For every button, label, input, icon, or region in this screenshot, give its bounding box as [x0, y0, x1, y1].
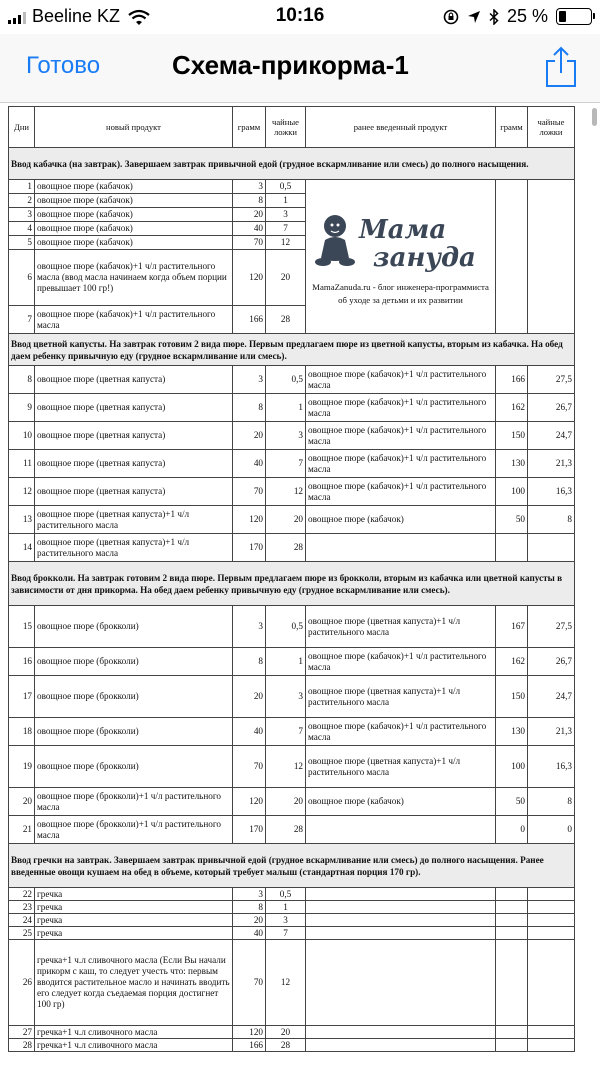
cell-prev-gram: 166 [496, 366, 528, 394]
cell-product: гречка+1 ч.л сливочного масла [35, 1026, 233, 1039]
scrollbar[interactable] [592, 108, 597, 126]
cell-tsp: 28 [266, 306, 306, 334]
cell-tsp: 12 [266, 940, 306, 1026]
cell-gram: 70 [233, 236, 266, 250]
page-title: Схема-прикорма-1 [172, 50, 409, 80]
cell-tsp: 3 [266, 676, 306, 718]
cell-product: овощное пюре (кабачок) [35, 222, 233, 236]
cell-prev-tsp: 27,5 [528, 366, 575, 394]
cell-product: овощное пюре (кабачок) [35, 180, 233, 194]
cell-prev-gram: 50 [496, 788, 528, 816]
table-row [9, 180, 575, 194]
header-prev-product: ранее введенный продукт [306, 107, 496, 148]
cell-gram: 170 [233, 816, 266, 844]
battery-percent: 25 % [506, 6, 548, 26]
cell-prev-tsp: 8 [528, 788, 575, 816]
cell-product: овощное пюре (брокколи)+1 ч/л растительного масла [35, 788, 233, 816]
cell-prev-gram: 0 [496, 816, 528, 844]
cell-product: овощное пюре (кабачок) [35, 208, 233, 222]
table-row [9, 676, 575, 718]
cell-day: 14 [9, 534, 35, 562]
cell-empty [528, 1026, 575, 1039]
logo-cell [306, 180, 496, 334]
cell-prev-product: овощное пюре (кабачок)+1 ч/л растительного масла [306, 422, 496, 450]
cell-empty [528, 888, 575, 901]
carrier-label: Beeline KZ [32, 6, 121, 26]
logo-caption: MamaZanuda.ru - блог инженера-программиста об уходе за детьми и их развитии [312, 282, 489, 305]
cell-prev-product: овощное пюре (кабачок)+1 ч/л растительного масла [306, 450, 496, 478]
cell-product: овощное пюре (кабачок) [35, 194, 233, 208]
nav-bar [0, 34, 600, 103]
cell-gram: 3 [233, 606, 266, 648]
cell-gram: 3 [233, 180, 266, 194]
cell-prev-gram: 130 [496, 450, 528, 478]
section-row [9, 334, 575, 366]
logo-line-1: Мама [358, 215, 446, 245]
cell-gram: 8 [233, 648, 266, 676]
lock-rotation-icon [443, 9, 459, 25]
cell-day: 1 [9, 180, 35, 194]
feeding-table [8, 106, 575, 1052]
cell-day: 25 [9, 927, 35, 940]
mamazanuda-logo [311, 206, 491, 272]
cell-prev-product: овощное пюре (кабачок) [306, 506, 496, 534]
cell-tsp: 20 [266, 1026, 306, 1039]
table-row [9, 450, 575, 478]
cell-tsp: 7 [266, 450, 306, 478]
cell-day: 26 [9, 940, 35, 1026]
cell-prev-product: овощное пюре (кабачок)+1 ч/л растительного масла [306, 478, 496, 506]
cell-gram: 3 [233, 366, 266, 394]
cell-empty [528, 1039, 575, 1052]
cell-prev-tsp: 24,7 [528, 676, 575, 718]
cell-product: овощное пюре (брокколи)+1 ч/л растительного масла [35, 816, 233, 844]
cell-tsp: 12 [266, 478, 306, 506]
cell-prev-tsp: 26,7 [528, 648, 575, 676]
table-row [9, 422, 575, 450]
cell-tsp: 28 [266, 534, 306, 562]
cell-prev-product: овощное пюре (кабачок)+1 ч/л растительного масла [306, 366, 496, 394]
cell-prev-product: овощное пюре (цветная капуста)+1 ч/л растительного масла [306, 606, 496, 648]
document [8, 106, 574, 1052]
table-row [9, 648, 575, 676]
cell-prev-tsp: 21,3 [528, 718, 575, 746]
cell-day: 23 [9, 901, 35, 914]
cell-product: овощное пюре (кабачок)+1 ч/л растительного масла [35, 306, 233, 334]
cell-tsp: 7 [266, 718, 306, 746]
done-button[interactable]: Готово [26, 52, 101, 79]
cell-prev-tsp: 21,3 [528, 450, 575, 478]
cell-product: гречка [35, 914, 233, 927]
cell-prev-gram: 100 [496, 746, 528, 788]
cell-day: 21 [9, 816, 35, 844]
cell-gram: 40 [233, 222, 266, 236]
table-row [9, 746, 575, 788]
cell-gram: 40 [233, 718, 266, 746]
cell-day: 20 [9, 788, 35, 816]
cell-day: 10 [9, 422, 35, 450]
table-row [9, 927, 575, 940]
cell-empty [528, 927, 575, 940]
table-row [9, 506, 575, 534]
cell-prev-tsp: 16,3 [528, 478, 575, 506]
table-row [9, 816, 575, 844]
cell-tsp: 1 [266, 901, 306, 914]
cell-prev-gram: 167 [496, 606, 528, 648]
cell-prev-product [306, 816, 496, 844]
battery-icon [556, 8, 592, 25]
cell-gram: 120 [233, 506, 266, 534]
cell-empty [496, 901, 528, 914]
cell-product: гречка [35, 888, 233, 901]
cell-day: 19 [9, 746, 35, 788]
header-gram: грамм [233, 107, 266, 148]
cell-prev-product: овощное пюре (кабачок)+1 ч/л растительного масла [306, 648, 496, 676]
cell-empty [306, 888, 496, 901]
cell-day: 22 [9, 888, 35, 901]
cell-tsp: 7 [266, 927, 306, 940]
table-row [9, 788, 575, 816]
cell-day: 24 [9, 914, 35, 927]
cell-prev-gram: 162 [496, 394, 528, 422]
cell-product: овощное пюре (брокколи) [35, 648, 233, 676]
table-row [9, 606, 575, 648]
cell-tsp: 1 [266, 394, 306, 422]
cell-tsp: 0,5 [266, 606, 306, 648]
cell-prev-tsp: 24,7 [528, 422, 575, 450]
cell-product: овощное пюре (цветная капуста) [35, 422, 233, 450]
cell-gram: 166 [233, 306, 266, 334]
cell-gram: 40 [233, 450, 266, 478]
cell-product: гречка+1 ч.л сливочного масла [35, 1039, 233, 1052]
cell-empty [496, 914, 528, 927]
cell-empty [496, 888, 528, 901]
section-row [9, 562, 575, 606]
cell-day: 9 [9, 394, 35, 422]
cell-day: 16 [9, 648, 35, 676]
cell-day: 4 [9, 222, 35, 236]
cell-day: 7 [9, 306, 35, 334]
cell-gram: 8 [233, 901, 266, 914]
cell-product: овощное пюре (цветная капуста) [35, 394, 233, 422]
table-row [9, 534, 575, 562]
cell-tsp: 12 [266, 746, 306, 788]
cell-product: овощное пюре (кабачок) [35, 236, 233, 250]
status-bar [0, 0, 600, 34]
cell-tsp: 0,5 [266, 366, 306, 394]
cell-day: 12 [9, 478, 35, 506]
cell-tsp: 20 [266, 506, 306, 534]
cell-product: овощное пюре (цветная капуста) [35, 366, 233, 394]
cell-gram: 70 [233, 478, 266, 506]
cell-prev-gram [496, 534, 528, 562]
cell-empty [496, 1026, 528, 1039]
cell-gram: 40 [233, 927, 266, 940]
cell-day: 27 [9, 1026, 35, 1039]
table-row [9, 478, 575, 506]
cell-prev-product: овощное пюре (цветная капуста)+1 ч/л растительного масла [306, 676, 496, 718]
cell-empty [306, 914, 496, 927]
header-day: Дни [9, 107, 35, 148]
cell-gram: 8 [233, 394, 266, 422]
status-time: 10:16 [275, 5, 325, 26]
header-tsp-2: чайные ложки [528, 107, 575, 148]
cell-day: 6 [9, 250, 35, 306]
cell-product: овощное пюре (брокколи) [35, 718, 233, 746]
cell-day: 8 [9, 366, 35, 394]
cell-product: овощное пюре (брокколи) [35, 746, 233, 788]
cell-empty [306, 901, 496, 914]
table-row [9, 366, 575, 394]
cell-prev-product: овощное пюре (кабачок)+1 ч/л растительного масла [306, 394, 496, 422]
table-row [9, 940, 575, 1026]
cell-empty [306, 1026, 496, 1039]
section-row [9, 148, 575, 180]
location-icon [467, 10, 481, 24]
cell-product: овощное пюре (брокколи) [35, 606, 233, 648]
cell-prev-product [306, 534, 496, 562]
table-row [9, 394, 575, 422]
cell-empty [496, 180, 528, 334]
cell-prev-product: овощное пюре (цветная капуста)+1 ч/л растительного масла [306, 746, 496, 788]
cell-gram: 8 [233, 194, 266, 208]
cell-gram: 3 [233, 888, 266, 901]
cell-gram: 166 [233, 1039, 266, 1052]
cell-product: овощное пюре (цветная капуста) [35, 450, 233, 478]
cell-gram: 70 [233, 940, 266, 1026]
cell-prev-product: овощное пюре (кабачок) [306, 788, 496, 816]
header-gram-2: грамм [496, 107, 528, 148]
cell-empty [496, 927, 528, 940]
cell-prev-gram: 162 [496, 648, 528, 676]
cell-prev-gram: 50 [496, 506, 528, 534]
header-tsp: чайные ложки [266, 107, 306, 148]
cell-prev-gram: 150 [496, 422, 528, 450]
cell-day: 28 [9, 1039, 35, 1052]
table-row [9, 718, 575, 746]
cell-gram: 120 [233, 250, 266, 306]
cell-empty [528, 914, 575, 927]
status-right [443, 6, 592, 27]
cell-empty [528, 940, 575, 1026]
cell-gram: 70 [233, 746, 266, 788]
cell-day: 15 [9, 606, 35, 648]
cell-prev-tsp: 26,7 [528, 394, 575, 422]
table-header [9, 107, 575, 148]
table-row [9, 901, 575, 914]
cell-day: 5 [9, 236, 35, 250]
header-new-product: новый продукт [35, 107, 233, 148]
cell-tsp: 7 [266, 222, 306, 236]
cell-prev-gram: 150 [496, 676, 528, 718]
cell-prev-gram: 100 [496, 478, 528, 506]
cell-tsp: 3 [266, 208, 306, 222]
table-row [9, 888, 575, 901]
cell-prev-tsp: 27,5 [528, 606, 575, 648]
cell-tsp: 20 [266, 250, 306, 306]
cell-tsp: 12 [266, 236, 306, 250]
cell-tsp: 1 [266, 194, 306, 208]
cell-gram: 20 [233, 914, 266, 927]
cell-tsp: 0,5 [266, 888, 306, 901]
cell-gram: 20 [233, 208, 266, 222]
cell-day: 3 [9, 208, 35, 222]
table-row [9, 1026, 575, 1039]
cell-empty [528, 180, 575, 334]
cell-day: 2 [9, 194, 35, 208]
cell-tsp: 28 [266, 816, 306, 844]
cell-prev-tsp: 0 [528, 816, 575, 844]
section-title: Ввод гречки на завтрак. Завершаем завтрак привычной едой (грудное вскармливание или смесь) до полного насыщения. Ранее введенные овощи кушаем на обед в объеме, который требует малыш (стандартная порция 170 гр). [9, 844, 575, 888]
cell-product: гречка [35, 927, 233, 940]
cell-tsp: 1 [266, 648, 306, 676]
table-row [9, 914, 575, 927]
cell-tsp: 20 [266, 788, 306, 816]
cell-product: овощное пюре (брокколи) [35, 676, 233, 718]
table-row [9, 1039, 575, 1052]
cell-day: 18 [9, 718, 35, 746]
cell-prev-tsp: 8 [528, 506, 575, 534]
cell-prev-tsp [528, 534, 575, 562]
cell-empty [496, 940, 528, 1026]
cell-empty [306, 1039, 496, 1052]
cell-prev-product: овощное пюре (кабачок)+1 ч/л растительного масла [306, 718, 496, 746]
cell-product: овощное пюре (кабачок)+1 ч/л растительного масла (ввод масла начинаем когда объем порции превышает 100 гр!) [35, 250, 233, 306]
cell-gram: 120 [233, 1026, 266, 1039]
cell-product: гречка [35, 901, 233, 914]
cell-product: гречка+1 ч.л сливочного масла (Если Вы начали прикорм с каш, то следует учесть что: первым вводится растительное масло и начинать вводить его следует когда съедаемая порция достигнет 100 гр) [35, 940, 233, 1026]
cell-empty [306, 940, 496, 1026]
cell-product: овощное пюре (цветная капуста)+1 ч/л растительного масла [35, 506, 233, 534]
section-title: Ввод цветной капусты. На завтрак готовим 2 вида пюре. Первым предлагаем пюре из цветной капусты, вторым из кабачка. На обед даем ребенку привычную еду (грудное вскармливание или смесь). [9, 334, 575, 366]
logo-line-2: зануда [372, 243, 476, 272]
section-title: Ввод кабачка (на завтрак). Завершаем завтрак привычной едой (грудное вскармливание или смесь) до полного насыщения. [9, 148, 575, 180]
cell-product: овощное пюре (цветная капуста)+1 ч/л растительного масла [35, 534, 233, 562]
cell-prev-tsp: 16,3 [528, 746, 575, 788]
cell-empty [496, 1039, 528, 1052]
cell-gram: 20 [233, 422, 266, 450]
cell-tsp: 3 [266, 914, 306, 927]
cell-product: овощное пюре (цветная капуста) [35, 478, 233, 506]
cell-gram: 120 [233, 788, 266, 816]
cell-empty [528, 901, 575, 914]
cell-day: 13 [9, 506, 35, 534]
section-title: Ввод брокколи. На завтрак готовим 2 вида пюре. Первым предлагаем пюре из брокколи, вторым из кабачка или цветной капусты в зависимости от дня прикорма. На обед даем ребенку привычную еду (грудное вскармливание или смесь). [9, 562, 575, 606]
cell-tsp: 0,5 [266, 180, 306, 194]
share-icon[interactable] [544, 46, 578, 88]
cell-tsp: 28 [266, 1039, 306, 1052]
bluetooth-icon [489, 9, 499, 25]
cell-gram: 170 [233, 534, 266, 562]
cell-day: 11 [9, 450, 35, 478]
cell-tsp: 3 [266, 422, 306, 450]
cell-empty [306, 927, 496, 940]
cell-gram: 20 [233, 676, 266, 718]
cell-day: 17 [9, 676, 35, 718]
cell-prev-gram: 130 [496, 718, 528, 746]
section-row [9, 844, 575, 888]
